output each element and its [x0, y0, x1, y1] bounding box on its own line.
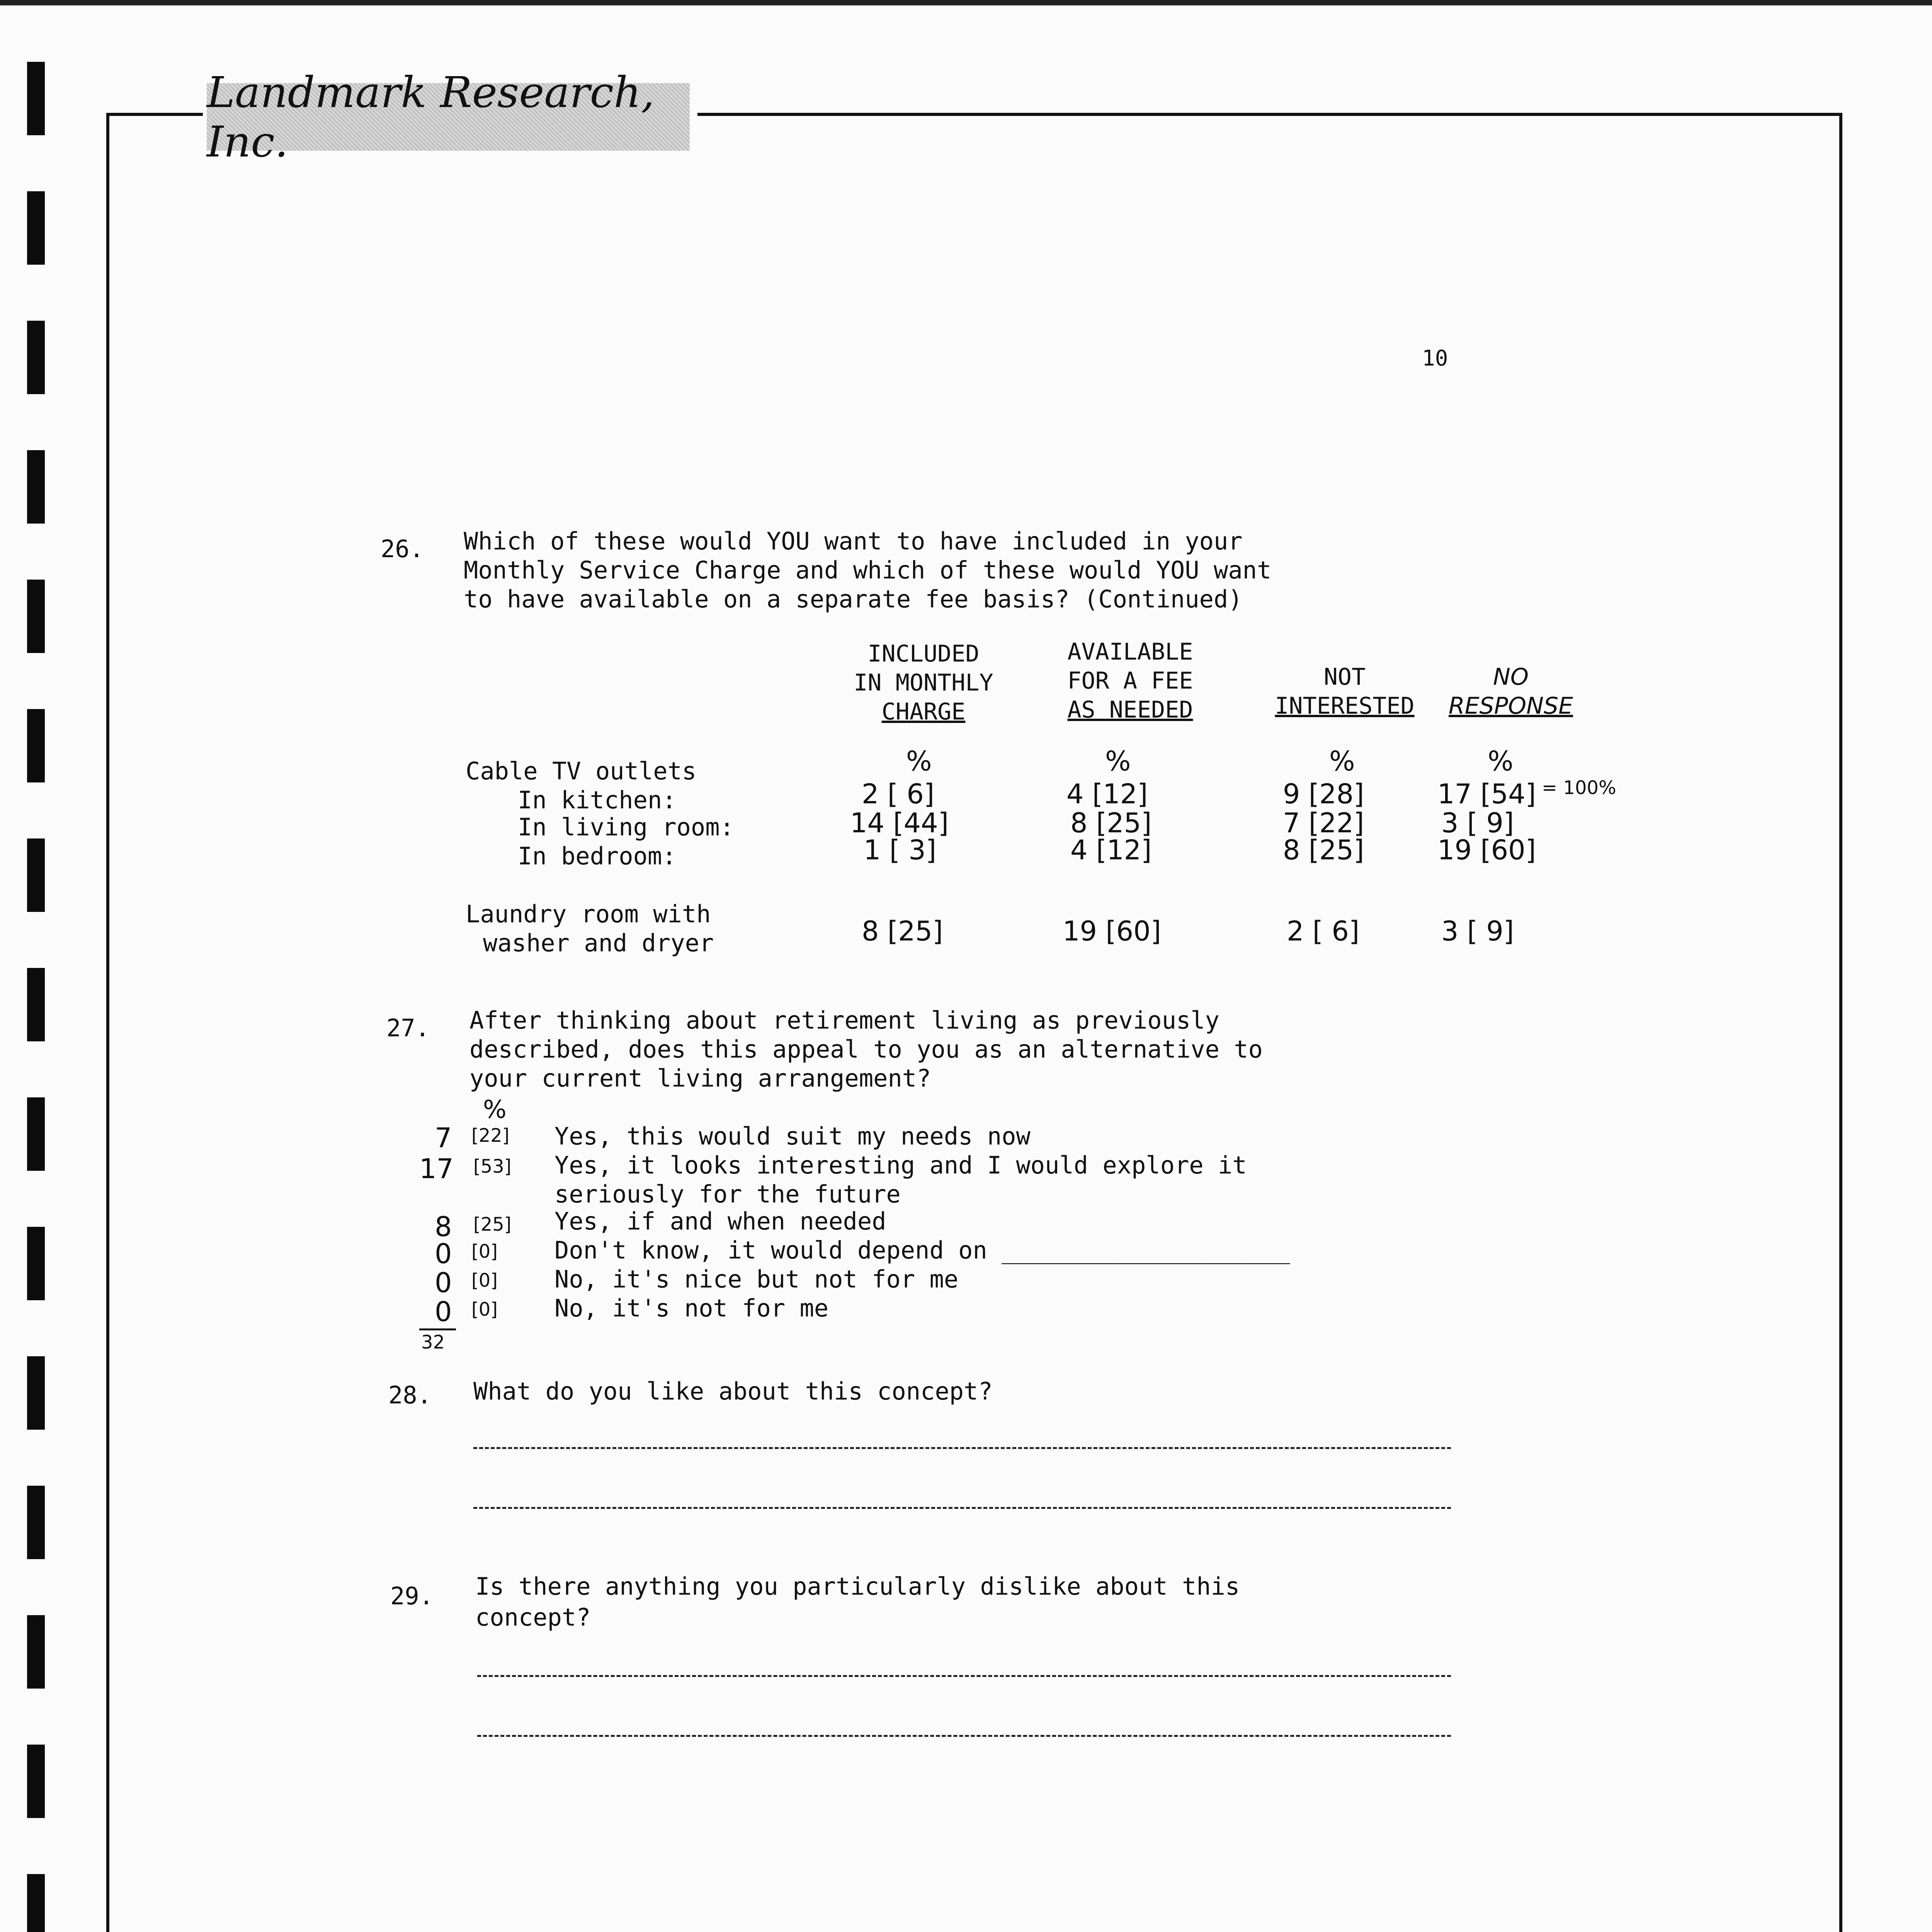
binder-mark: [27, 1874, 45, 1932]
binder-mark: [27, 1615, 45, 1689]
binder-mark: [27, 1745, 45, 1818]
frame-left: [106, 113, 109, 1932]
option-count: 0: [435, 1267, 452, 1299]
option-text: Yes, this would suit my needs now: [554, 1122, 1031, 1150]
option-text: seriously for the future: [554, 1180, 901, 1208]
frame-top-right: [697, 113, 1842, 116]
option-pct: [0]: [471, 1270, 498, 1291]
laundry-label: Laundry room with: [466, 900, 711, 928]
cell-bedroom-no-response: 19 [60]: [1437, 834, 1536, 866]
binder-mark: [27, 1097, 45, 1171]
pct-symbol: %: [906, 745, 932, 777]
binder-mark: [27, 709, 45, 782]
binder-mark: [27, 1356, 45, 1430]
cell-laundry-included: 8 [25]: [862, 915, 943, 947]
pct-symbol: %: [1105, 745, 1131, 777]
q29-number: 29.: [390, 1582, 434, 1610]
option-count: 0: [435, 1296, 452, 1328]
page-number-top: 10: [1422, 346, 1448, 371]
q27-text: After thinking about retirement living as previously: [469, 1006, 1220, 1034]
cell-living-no-response: 3 [ 9]: [1441, 807, 1514, 839]
answer-line: [473, 1447, 1451, 1449]
cell-bedroom-included: 1 [ 3]: [864, 834, 937, 866]
col-header-no-response: NO RESPONSE: [1449, 663, 1573, 719]
binder-mark: [27, 968, 45, 1041]
option-pct: [0]: [471, 1299, 498, 1320]
cell-living-not-interested: 7 [22]: [1283, 807, 1364, 839]
cell-kitchen-available: 4 [12]: [1066, 778, 1148, 810]
total-line: [419, 1328, 456, 1330]
cell-kitchen-no-response: 17 [54]: [1437, 778, 1536, 810]
answer-line: [473, 1507, 1451, 1509]
row-label-living-room: In living room:: [518, 813, 734, 841]
cell-bedroom-not-interested: 8 [25]: [1283, 834, 1364, 866]
row-label-bedroom: In bedroom:: [518, 842, 677, 870]
option-text: Don't know, it would depend on ____________________: [554, 1236, 1290, 1264]
cable-tv-label: Cable TV outlets: [466, 757, 697, 785]
binder-mark: [27, 1227, 45, 1300]
option-text: No, it's not for me: [554, 1294, 829, 1322]
q26-text: Which of these would YOU want to have included in your: [464, 527, 1243, 555]
pct-symbol: %: [483, 1095, 507, 1124]
binder-mark: [27, 191, 45, 265]
option-count: 7: [435, 1122, 452, 1154]
col-header-not-interested: NOT INTERESTED: [1275, 663, 1415, 719]
frame-right: [1839, 113, 1842, 1932]
option-pct: [0]: [471, 1241, 498, 1262]
binder-mark: [27, 580, 45, 653]
cell-living-available: 8 [25]: [1070, 807, 1152, 839]
company-logo: Landmark Research, Inc.: [207, 83, 690, 151]
binder-mark: [27, 321, 45, 394]
option-count: 17: [419, 1153, 454, 1185]
option-text: Yes, if and when needed: [554, 1207, 886, 1235]
option-count: 0: [435, 1238, 452, 1270]
q27-text: your current living arrangement?: [469, 1064, 931, 1092]
q27-number: 27.: [386, 1014, 430, 1042]
option-count: 8: [435, 1211, 452, 1243]
q28-text: What do you like about this concept?: [473, 1377, 993, 1405]
option-text: Yes, it looks interesting and I would explore it: [554, 1151, 1247, 1179]
binder-mark: [27, 62, 45, 135]
q27-text: described, does this appeal to you as an alternative to: [469, 1035, 1263, 1063]
row-label-kitchen: In kitchen:: [518, 786, 677, 814]
option-pct: [22]: [471, 1125, 510, 1146]
q28-number: 28.: [388, 1381, 432, 1409]
answer-line: [477, 1735, 1451, 1737]
col-header-available: AVAILABLE FOR A FEE AS NEEDED: [1067, 638, 1193, 723]
option-pct: [53]: [473, 1156, 512, 1177]
laundry-label: washer and dryer: [483, 929, 714, 957]
binder-mark: [27, 1486, 45, 1559]
top-border: [0, 0, 1932, 5]
cell-bedroom-available: 4 [12]: [1070, 834, 1152, 866]
cell-living-included: 14 [44]: [850, 807, 949, 839]
q29-text: concept?: [475, 1603, 591, 1631]
col-header-included: INCLUDED IN MONTHLY CHARGE: [854, 640, 993, 725]
q26-number: 26.: [381, 535, 424, 563]
q26-text: Monthly Service Charge and which of these would YOU want: [464, 556, 1272, 584]
cell-kitchen-included: 2 [ 6]: [862, 778, 935, 810]
pct-symbol: %: [1329, 745, 1355, 777]
cell-kitchen-not-interested: 9 [28]: [1283, 778, 1364, 810]
cell-laundry-not-interested: 2 [ 6]: [1287, 915, 1360, 947]
option-text: No, it's nice but not for me: [554, 1265, 959, 1293]
answer-line: [477, 1675, 1451, 1677]
binder-mark: [27, 838, 45, 912]
cell-laundry-no-response: 3 [ 9]: [1441, 915, 1514, 947]
option-total: 32: [421, 1332, 445, 1353]
frame-top-left: [106, 113, 203, 116]
binder-mark: [27, 450, 45, 524]
q29-text: Is there anything you particularly dislike about this: [475, 1572, 1240, 1600]
cell-laundry-available: 19 [60]: [1063, 915, 1162, 947]
option-pct: [25]: [473, 1214, 512, 1235]
q26-text: to have available on a separate fee basis? (Continued): [464, 585, 1243, 613]
pct-symbol: %: [1488, 745, 1514, 777]
total-note: = 100%: [1542, 777, 1616, 799]
